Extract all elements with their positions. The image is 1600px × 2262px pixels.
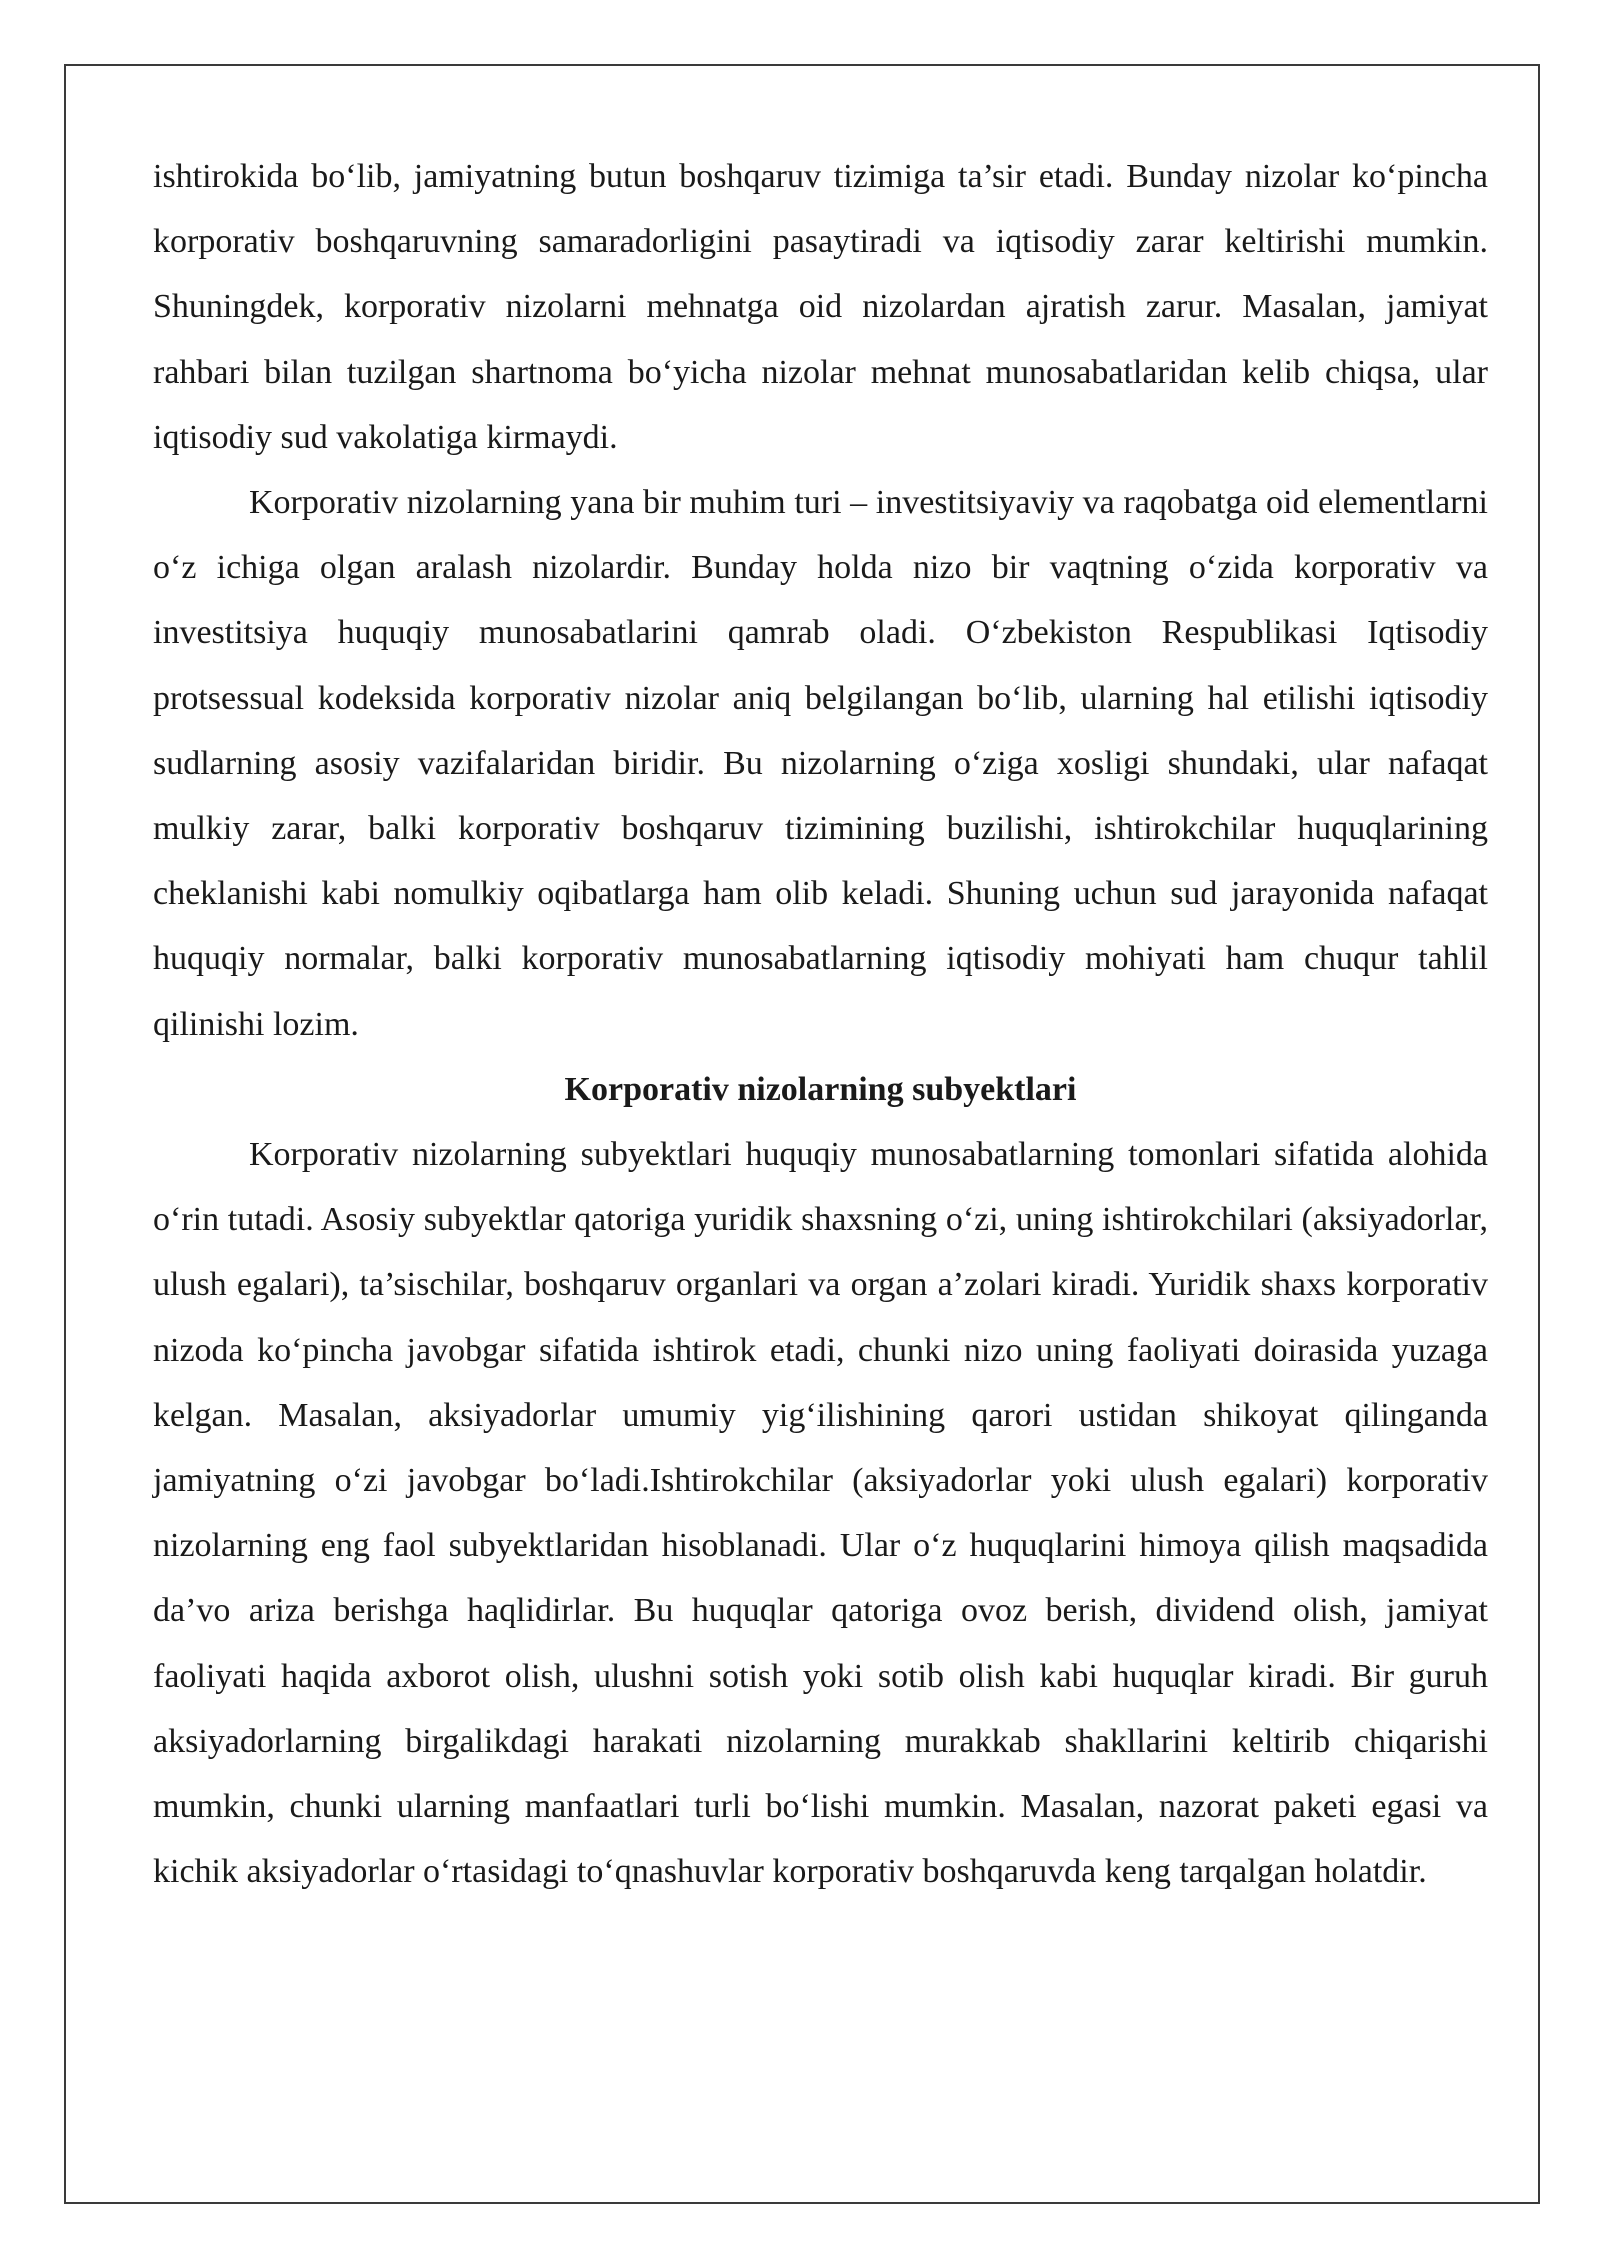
paragraph-3: Korporativ nizolarning subyektlari huquqiy munosabatlarning tomonlari sifatida alohida o‘rin tutadi. Asosiy subyektlar qatoriga yuridik shaxsning o‘zi, uning ishtirokchilari (aksiyadorlar, ulush egalari), ta’sischilar, boshqaruv organlari va organ a’zolari kiradi. Yuridik shaxs korporativ nizoda ko‘pincha javobgar sifatida ishtirok etadi, chunki nizo uning faoliyati doirasida yuzaga kelgan. Masalan, aksiyadorlar umumiy yig‘ilishining qarori ustidan shikoyat qilinganda jamiyatning o‘zi javobgar bo‘ladi.Ishtirokchilar (aksiyadorlar yoki ulush egalari) korporativ nizolarning eng faol subyektlaridan hisoblanadi. Ular o‘z huquqlarini himoya qilish maqsadida da’vo ariza berishga haqlidirlar. Bu huquqlar qatoriga ovoz berish, dividend olish, jamiyat faoliyati haqida axborot olish, ulushni sotish yoki sotib olish kabi huquqlar kiradi. Bir guruh aksiyadorlarning birgalikdagi harakati nizolarning murakkab shakllarini keltirib chiqarishi mumkin, chunki ularning manfaatlari turli bo‘lishi mumkin. Masalan, nazorat paketi egasi va kichik aksiyadorlar o‘rtasidagi to‘qnashuvlar korporativ boshqaruvda keng tarqalgan holatdir. (153, 1136, 1488, 1891)
document-body (153, 144, 1488, 1904)
paragraph-2: Korporativ nizolarning yana bir muhim turi – investitsiyaviy va raqobatga oid elementlarni o‘z ichiga olgan aralash nizolardir. Bunday holda nizo bir vaqtning o‘zida korporativ va investitsiya huquqiy munosabatlarini qamrab oladi. O‘zbekiston Respublikasi Iqtisodiy protsessual kodeksida korporativ nizolar aniq belgilangan bo‘lib, ularning hal etilishi iqtisodiy sudlarning asosiy vazifalaridan biridir. Bu nizolarning o‘ziga xosligi shundaki, ular nafaqat mulkiy zarar, balki korporativ boshqaruv tizimining buzilishi, ishtirokchilar huquqlarining cheklanishi kabi nomulkiy oqibatlarga ham olib keladi. Shuning uchun sud jarayonida nafaqat huquqiy normalar, balki korporativ munosabatlarning iqtisodiy mohiyati ham chuqur tahlil qilinishi lozim. (153, 484, 1488, 1043)
section-heading: Korporativ nizolarning subyektlari (564, 1070, 1077, 1108)
paragraph-1: ishtirokida bo‘lib, jamiyatning butun boshqaruv tizimiga ta’sir etadi. Bunday nizolar ko‘pincha korporativ boshqaruvning samaradorligini pasaytiradi va iqtisodiy zarar keltirishi mumkin. Shuningdek, korporativ nizolarni mehnatga oid nizolardan ajratish zarur. Masalan, jamiyat rahbari bilan tuzilgan shartnoma bo‘yicha nizolar mehnat munosabatlaridan kelib chiqsa, ular iqtisodiy sud vakolatiga kirmaydi. (153, 158, 1488, 456)
